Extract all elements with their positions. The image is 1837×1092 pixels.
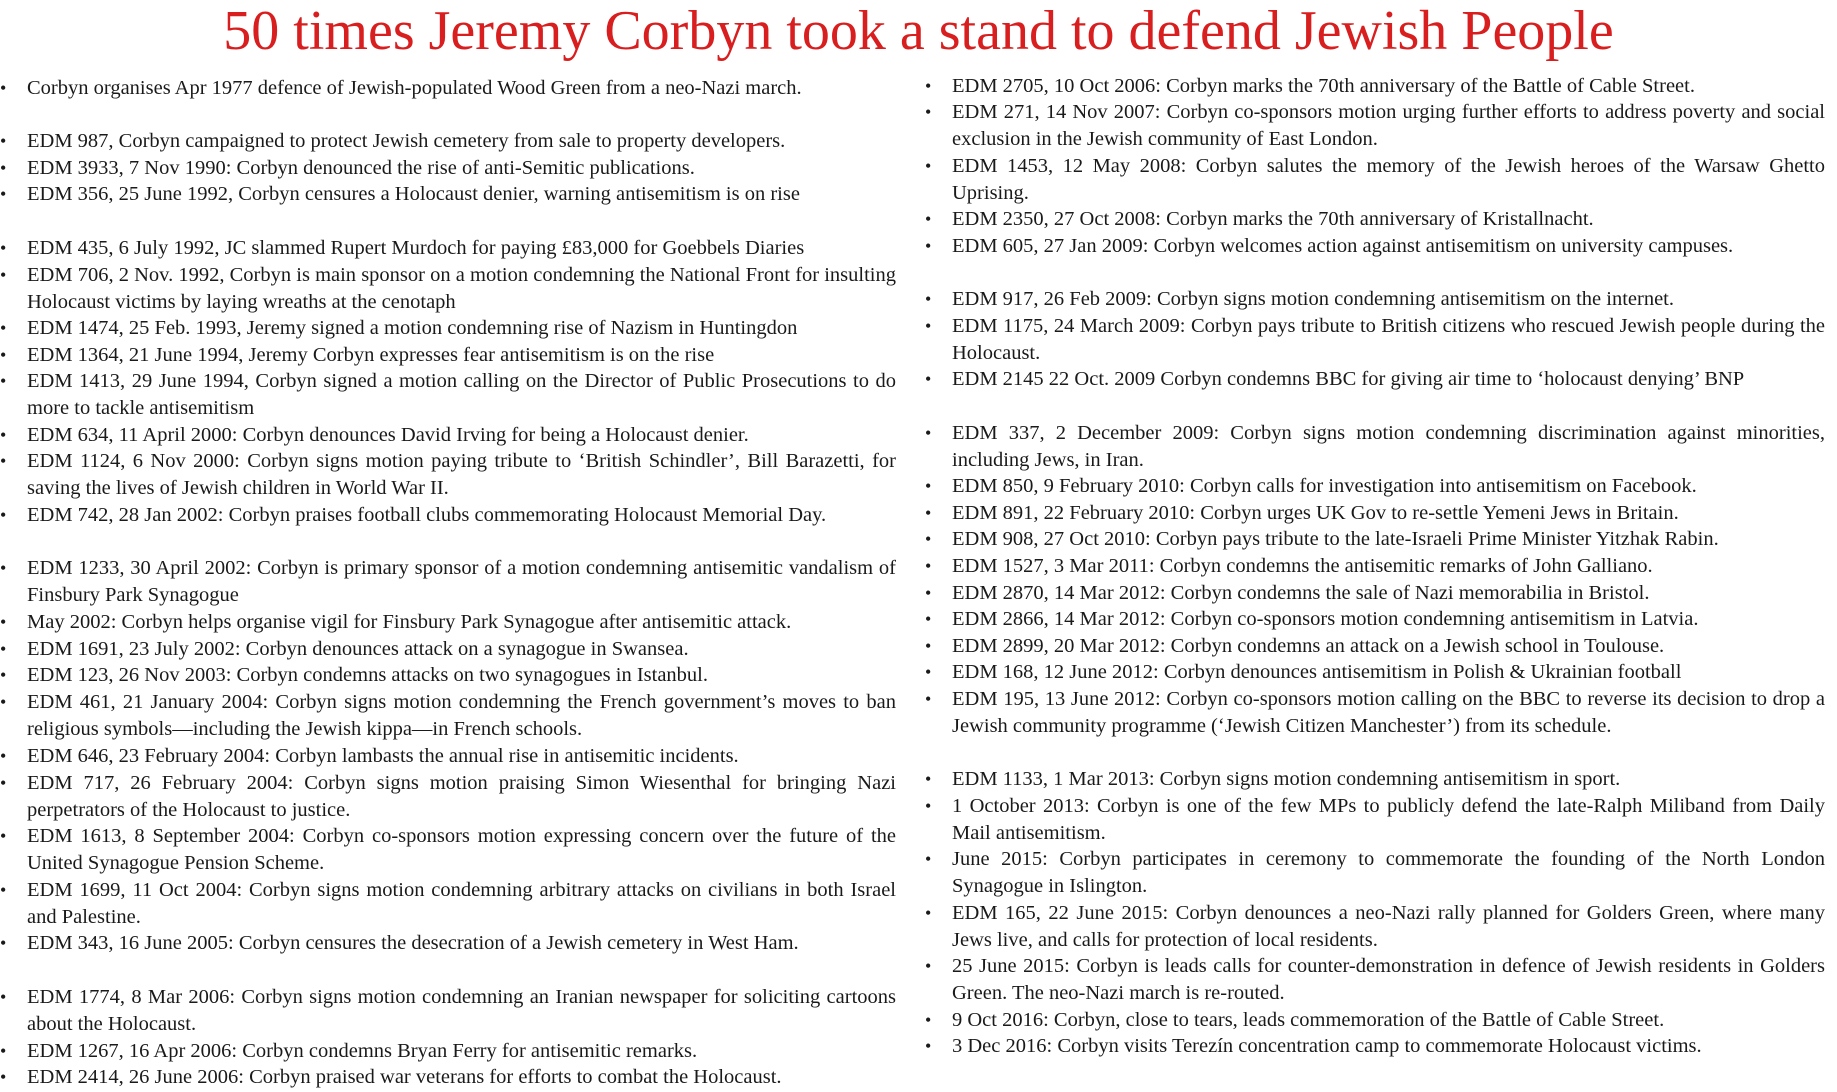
left-list-item-text: May 2002: Corbyn helps organise vigil for Finsbury Park Synagogue after antisemitic attack.: [27, 611, 792, 633]
bullet-icon: •: [925, 583, 932, 603]
left-list-item-text: EDM 123, 26 Nov 2003: Corbyn condemns attacks on two synagogues in Istanbul.: [27, 664, 708, 686]
right-list-item-text: EDM 850, 9 February 2010: Corbyn calls for investigation into antisemitism on Facebook.: [952, 475, 1697, 497]
bullet-icon: •: [925, 503, 932, 523]
left-list-item: [0, 609, 896, 636]
left-list-item: [0, 448, 896, 501]
right-list-item-text: EDM 168, 12 June 2012: Corbyn denounces antisemitism in Polish & Ukrainian football: [952, 661, 1682, 683]
bullet-icon: •: [0, 746, 7, 766]
bullet-icon: •: [0, 505, 7, 525]
bullet-icon: •: [925, 316, 932, 336]
bullet-icon: •: [925, 556, 932, 576]
bullet-icon: •: [0, 692, 7, 712]
right-list-item-text: EDM 2899, 20 Mar 2012: Corbyn condemns an attack on a Jewish school in Toulouse.: [952, 635, 1665, 657]
right-list-item: [925, 633, 1825, 660]
left-list-item: [0, 422, 896, 449]
right-list-item-text: EDM 1175, 24 March 2009: Corbyn pays tribute to British citizens who rescued Jewish people during the Holocaust.: [952, 315, 1825, 364]
right-list-item: [925, 553, 1825, 580]
left-list-item-text: EDM 1774, 8 Mar 2006: Corbyn signs motion condemning an Iranian newspaper for soliciting cartoons about the Holocaust.: [27, 986, 896, 1035]
bullet-icon: •: [925, 796, 932, 816]
left-list-item: [0, 877, 896, 930]
left-list-item: [0, 181, 896, 208]
bullet-icon: •: [0, 933, 7, 953]
left-list-item: [0, 823, 896, 876]
right-list-item-text: EDM 165, 22 June 2015: Corbyn denounces a neo-Nazi rally planned for Golders Green, where many Jews live, and calls for protection of local residents.: [952, 902, 1825, 951]
left-list-item: [0, 262, 896, 315]
right-list-item: [925, 686, 1825, 739]
left-list-item-text: EDM 1124, 6 Nov 2000: Corbyn signs motion paying tribute to ‘British Schindler’, Bill Barazetti, for saving the lives of Jewish children in World War II.: [27, 450, 896, 499]
right-list-item-text: EDM 271, 14 Nov 2007: Corbyn co-sponsors motion urging further efforts to address poverty and social exclusion in the Jewish community of East London.: [952, 101, 1825, 150]
right-list-item-text: EDM 2866, 14 Mar 2012: Corbyn co-sponsors motion condemning antisemitism in Latvia.: [952, 608, 1699, 630]
left-list-item: [0, 984, 896, 1037]
left-list-item-text: EDM 1613, 8 September 2004: Corbyn co-sponsors motion expressing concern over the future of the United Synagogue Pension Scheme.: [27, 825, 896, 874]
right-list-item-text: EDM 2870, 14 Mar 2012: Corbyn condemns the sale of Nazi memorabilia in Bristol.: [952, 582, 1650, 604]
bullet-icon: •: [0, 826, 7, 846]
left-list-item: [0, 342, 896, 369]
left-list-item-text: EDM 706, 2 Nov. 1992, Corbyn is main sponsor on a motion condemning the National Front for insulting Holocaust victims by laying wreaths at the cenotaph: [27, 264, 896, 313]
right-list-item-text: EDM 195, 13 June 2012: Corbyn co-sponsors motion calling on the BBC to reverse its decision to drop a Jewish community programme (‘Jewish Citizen Manchester’) from its schedule.: [952, 688, 1825, 737]
right-list-item-text: EDM 908, 27 Oct 2010: Corbyn pays tribute to the late-Israeli Prime Minister Yitzhak Rabin.: [952, 528, 1719, 550]
left-list-item-text: EDM 3933, 7 Nov 1990: Corbyn denounced the rise of anti-Semitic publications.: [27, 157, 695, 179]
bullet-icon: •: [0, 880, 7, 900]
left-list-item: [0, 930, 896, 957]
bullet-icon: •: [925, 369, 932, 389]
right-list-item: [925, 606, 1825, 633]
right-list-item: [925, 153, 1825, 206]
left-list-item-text: EDM 343, 16 June 2005: Corbyn censures the desecration of a Jewish cemetery in West Ham.: [27, 932, 799, 954]
left-list-item: [0, 155, 896, 182]
bullet-icon: •: [0, 318, 7, 338]
bullet-icon: •: [0, 1041, 7, 1061]
right-list-item-text: EDM 1133, 1 Mar 2013: Corbyn signs motion condemning antisemitism in sport.: [952, 768, 1621, 790]
left-list-item: [0, 636, 896, 663]
right-list-item-text: EDM 2705, 10 Oct 2006: Corbyn marks the 70th anniversary of the Battle of Cable Street.: [952, 75, 1695, 97]
bullet-icon: •: [0, 987, 7, 1007]
right-list-item-text: EDM 1527, 3 Mar 2011: Corbyn condemns the antisemitic remarks of John Galliano.: [952, 555, 1653, 577]
left-list-item: [0, 743, 896, 770]
right-list-item: [925, 1033, 1825, 1060]
right-list-item: [925, 526, 1825, 553]
bullet-icon: •: [925, 636, 932, 656]
bullet-icon: •: [925, 903, 932, 923]
left-list-item-text: EDM 646, 23 February 2004: Corbyn lambasts the annual rise in antisemitic incidents.: [27, 745, 739, 767]
bullet-icon: •: [925, 689, 932, 709]
right-list-item: [925, 766, 1825, 793]
bullet-icon: •: [0, 773, 7, 793]
bullet-icon: •: [925, 289, 932, 309]
right-list-item-text: EDM 2145 22 Oct. 2009 Corbyn condemns BBC for giving air time to ‘holocaust denying’ BNP: [952, 368, 1745, 390]
bullet-icon: •: [0, 78, 7, 98]
left-list-item-text: EDM 634, 11 April 2000: Corbyn denounces David Irving for being a Holocaust denier.: [27, 424, 749, 446]
right-list-item-text: 3 Dec 2016: Corbyn visits Terezín concentration camp to commemorate Holocaust victims.: [952, 1035, 1702, 1057]
right-list-item-text: 25 June 2015: Corbyn is leads calls for counter-demonstration in defence of Jewish residents in Golders Green. The neo-Nazi march is re-routed.: [952, 955, 1825, 1004]
left-list-item-text: EDM 1474, 25 Feb. 1993, Jeremy signed a motion condemning rise of Nazism in Huntingdon: [27, 317, 798, 339]
right-list-item: [925, 500, 1825, 527]
right-list-item: [925, 1007, 1825, 1034]
right-list-item: [925, 846, 1825, 899]
left-list-item-text: EDM 435, 6 July 1992, JC slammed Rupert Murdoch for paying £83,000 for Goebbels Diaries: [27, 237, 805, 259]
left-list-item: [0, 128, 896, 155]
left-list-item-text: EDM 742, 28 Jan 2002: Corbyn praises football clubs commemorating Holocaust Memorial Day.: [27, 504, 827, 526]
right-list-item: [925, 580, 1825, 607]
right-list-item: [925, 793, 1825, 846]
bullet-icon: •: [925, 209, 932, 229]
bullet-icon: •: [0, 665, 7, 685]
bullet-icon: •: [925, 236, 932, 256]
bullet-icon: •: [925, 476, 932, 496]
right-list-item-text: EDM 1453, 12 May 2008: Corbyn salutes the memory of the Jewish heroes of the Warsaw Ghetto Uprising.: [952, 155, 1825, 204]
left-list-item-text: EDM 1364, 21 June 1994, Jeremy Corbyn expresses fear antisemitism is on the rise: [27, 344, 715, 366]
left-list-item: [0, 368, 896, 421]
left-list-item-text: EDM 461, 21 January 2004: Corbyn signs motion condemning the French government’s moves to ban religious symbols—including the Jewish kippa—in French schools.: [27, 691, 896, 740]
bullet-icon: •: [0, 451, 7, 471]
right-list-item: [925, 420, 1825, 473]
left-list-item: [0, 235, 896, 262]
bullet-icon: •: [0, 158, 7, 178]
bullet-icon: •: [0, 131, 7, 151]
bullet-icon: •: [925, 529, 932, 549]
bullet-icon: •: [925, 662, 932, 682]
left-list-item-text: EDM 717, 26 February 2004: Corbyn signs motion praising Simon Wiesenthal for bringing Nazi perpetrators of the Holocaust to justice.: [27, 772, 896, 821]
left-list-item: [0, 502, 896, 529]
left-list-item-text: EDM 1699, 11 Oct 2004: Corbyn signs motion condemning arbitrary attacks on civilians in both Israel and Palestine.: [27, 879, 896, 928]
right-list-item-text: EDM 337, 2 December 2009: Corbyn signs motion condemning discrimination against minorities, including Jews, in Iran.: [952, 422, 1825, 471]
bullet-icon: •: [0, 265, 7, 285]
left-list-item-text: EDM 987, Corbyn campaigned to protect Jewish cemetery from sale to property developers.: [27, 130, 786, 152]
left-list-item-text: EDM 2414, 26 June 2006: Corbyn praised war veterans for efforts to combat the Holocaust.: [27, 1066, 782, 1088]
left-list-item-text: Corbyn organises Apr 1977 defence of Jewish-populated Wood Green from a neo-Nazi march.: [27, 77, 802, 99]
right-list-item: [925, 286, 1825, 313]
bullet-icon: •: [0, 612, 7, 632]
right-list-item: [925, 73, 1825, 100]
bullet-icon: •: [0, 425, 7, 445]
right-list-item-text: EDM 2350, 27 Oct 2008: Corbyn marks the 70th anniversary of Kristallnacht.: [952, 208, 1594, 230]
left-list-item: [0, 1064, 896, 1091]
left-list-item-text: EDM 1233, 30 April 2002: Corbyn is primary sponsor of a motion condemning antisemitic vandalism of Finsbury Park Synagogue: [27, 557, 896, 606]
right-list-item: [925, 900, 1825, 953]
right-list-item-text: 1 October 2013: Corbyn is one of the few MPs to publicly defend the late-Ralph Miliband from Daily Mail antisemitism.: [952, 795, 1825, 844]
left-list-item: [0, 555, 896, 608]
left-list-item: [0, 689, 896, 742]
bullet-icon: •: [0, 558, 7, 578]
right-list-item-text: EDM 917, 26 Feb 2009: Corbyn signs motion condemning antisemitism on the internet.: [952, 288, 1675, 310]
bullet-icon: •: [925, 102, 932, 122]
right-list-item-text: EDM 605, 27 Jan 2009: Corbyn welcomes action against antisemitism on university campuses.: [952, 235, 1734, 257]
left-list-item: [0, 75, 896, 102]
right-list-item: [925, 659, 1825, 686]
left-list-item: [0, 315, 896, 342]
bullet-icon: •: [925, 423, 932, 443]
right-list-item: [925, 366, 1825, 393]
bullet-icon: •: [0, 184, 7, 204]
bullet-icon: •: [925, 956, 932, 976]
right-list-item: [925, 233, 1825, 260]
right-list-item: [925, 99, 1825, 152]
right-list-item: [925, 473, 1825, 500]
bullet-icon: •: [925, 609, 932, 629]
right-list-item: [925, 313, 1825, 366]
left-list-item-text: EDM 1413, 29 June 1994, Corbyn signed a motion calling on the Director of Public Prosecutions to do more to tackle antisemitism: [27, 370, 896, 419]
bullet-icon: •: [925, 156, 932, 176]
bullet-icon: •: [0, 238, 7, 258]
left-list-item: [0, 770, 896, 823]
right-list-item-text: 9 Oct 2016: Corbyn, close to tears, leads commemoration of the Battle of Cable Street.: [952, 1009, 1665, 1031]
left-list-item: [0, 662, 896, 689]
bullet-icon: •: [0, 345, 7, 365]
right-list-item-text: EDM 891, 22 February 2010: Corbyn urges UK Gov to re-settle Yemeni Jews in Britain.: [952, 502, 1679, 524]
bullet-icon: •: [925, 1010, 932, 1030]
left-list-item-text: EDM 1267, 16 Apr 2006: Corbyn condemns Bryan Ferry for antisemitic remarks.: [27, 1040, 698, 1062]
bullet-icon: •: [0, 1067, 7, 1087]
right-list-item: [925, 206, 1825, 233]
bullet-icon: •: [0, 371, 7, 391]
right-list-item-text: June 2015: Corbyn participates in ceremony to commemorate the founding of the North London Synagogue in Islington.: [952, 848, 1825, 897]
left-list-item-text: EDM 356, 25 June 1992, Corbyn censures a Holocaust denier, warning antisemitism is on rise: [27, 183, 800, 205]
bullet-icon: •: [925, 76, 932, 96]
page-title: 50 times Jeremy Corbyn took a stand to defend Jewish People: [223, 0, 1614, 62]
right-list-item: [925, 953, 1825, 1006]
bullet-icon: •: [925, 769, 932, 789]
bullet-icon: •: [925, 1036, 932, 1056]
bullet-icon: •: [925, 849, 932, 869]
left-list-item: [0, 1038, 896, 1065]
bullet-icon: •: [0, 639, 7, 659]
left-list-item-text: EDM 1691, 23 July 2002: Corbyn denounces attack on a synagogue in Swansea.: [27, 638, 689, 660]
